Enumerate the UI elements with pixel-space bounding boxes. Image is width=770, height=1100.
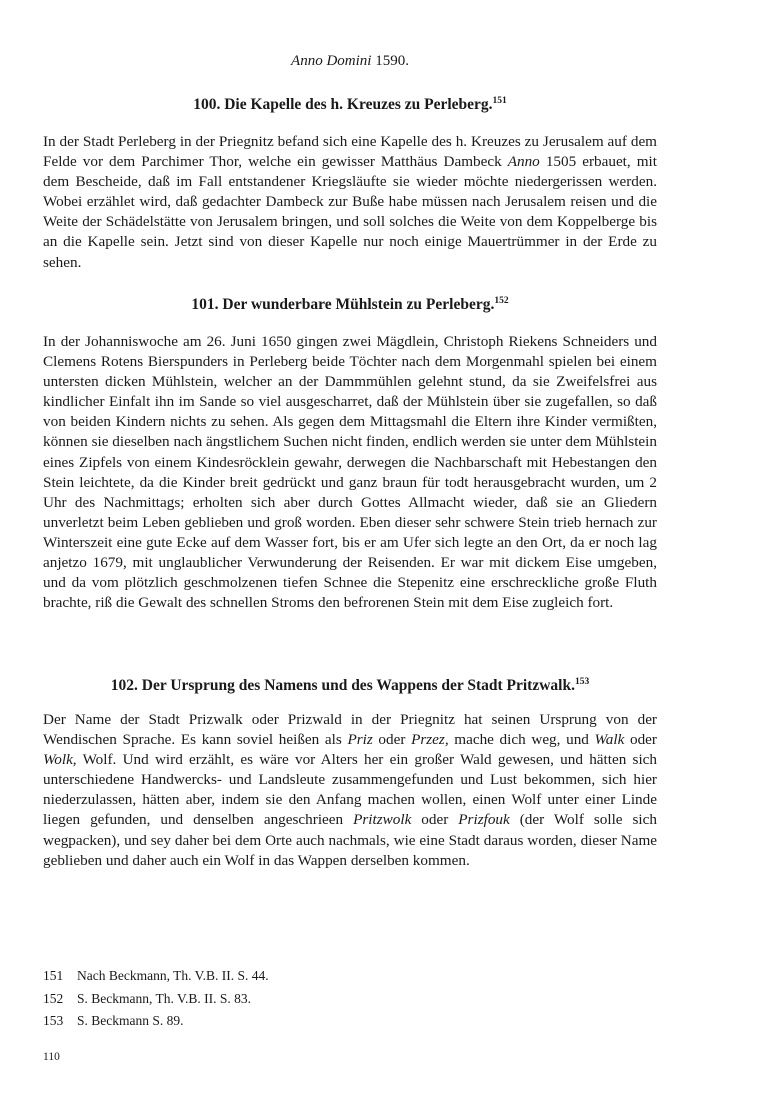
running-head xyxy=(43,51,657,71)
footnote-number: 152 xyxy=(43,990,64,1006)
italic-term: Pritzwolk xyxy=(353,811,412,829)
footnotes xyxy=(43,965,657,1033)
text-run: In der Johanniswoche am 26. Juni 1650 gingen zwei Mägdlein, Christoph Riekens Schneiders und Clemens Rotens Bierspunders in Perleberg beide Töchter nach dem Morgenmahl spielen bei einem untersten dicken Mühlstein, welcher an der Dammmühlen gelehnt stund, da sie Zweifelsfrei aus kindlicher Einfalt ihn im Sande so viel ausgescharret, daß der Mühlstein über sie zugefallen, so daß von beiden Kindern nichts zu sehen. Als gegen dem Mittagsmahl die Eltern ihre Kinder vermißten, können sie dieselben nach ängstlichem Suchen nicht finden, endlich werden sie unter dem Mühlstein eines Zipfels von einem Kindesröcklein gewahr, derwegen die Nachbarschaft mit Hebestangen den Stein leichtete, da die Kinder breit gedrückt und ganz braun für todt herausgebracht wurden, um 2 Uhr des Nachmittags; erholten sich aber durch Gottes Allmacht wieder, daß sie an Gliedern unverletzt beim Leben geblieben und groß worden. Eben dieser sehr schwere Stein trieb hernach zur Winterszeit eine gute Ecke auf dem Wasser fort, bis er am Ufer sich legte an den Ort, da er noch lag anjetzo 1679, mit unglaublicher Verwunderung der Reisenden. Er war mit dickem Eise umgeben, und da vom plötzlich geschmolzenen tiefen Schnee die Stepenitz eine erschreckliche große Fluth brachte, riß die Gewalt des schnellen Stroms den befrorenen Stein mit dem Eise zugleich fort. xyxy=(43,333,657,612)
paragraph-101 xyxy=(43,332,657,613)
section-title-text: 100. Die Kapelle des h. Kreuzes zu Perleberg. xyxy=(193,96,493,113)
text-run: In der Stadt Perleberg in der Priegnitz befand sich eine Kapelle des h. Kreuzes zu Jerusalem auf dem Felde vor dem Parchimer Thor, welche ein gewisser Matthäus Dambeck xyxy=(43,133,657,171)
section-title-text: 102. Der Ursprung des Namens und des Wappens der Stadt Pritzwalk. xyxy=(110,677,575,694)
text-run: oder xyxy=(372,731,412,749)
section-title-101 xyxy=(43,295,657,315)
text-run: mache dich weg, und xyxy=(448,731,595,749)
section-title-text: 101. Der wunderbare Mühlstein zu Perleberg. xyxy=(191,296,495,313)
paragraph-100 xyxy=(43,132,657,273)
footnote-number: 151 xyxy=(43,968,64,983)
text-run: Wolf. Und wird erzählt, es wäre vor Alters her ein großer Wald gewesen, und hätten sich unterschiedene Handwercks- und Landsleute zusammengefunden und Lust bekommen, sich hier niederzulassen, hätten aber, indem sie den Anfang machen wollen, einen Wolf unter einer Linde liegen gefunden, und denselben angeschrieen xyxy=(43,751,657,829)
footnote-ref-151[interactable]: 151 xyxy=(492,96,507,106)
italic-term: Przez, xyxy=(411,731,449,749)
footnote-152 xyxy=(43,988,657,1011)
book-page xyxy=(43,0,657,1100)
italic-term: Anno xyxy=(507,153,540,171)
text-run: oder xyxy=(411,811,459,829)
running-head-anno: Anno Domini xyxy=(291,53,372,69)
text-run: 1505 erbauet, mit dem Bescheide, daß im Fall entstandener Kriegsläufte sie wieder möchte niedergerissen werden. Wobei erzählet wird, daß gedachter Dambeck zur Buße habe müssen nach Jerusalem reisen und die Weite der Schädelstätte von Jerusalem bringen, und soll solches die Weite von dem Koppelberge bis an die Kapelle sein. Jetzt sind von dieser Kapelle nur noch einige Mauertrümmer in der Erde zu sehen. xyxy=(43,153,657,271)
footnote-text: Nach Beckmann, Th. V.B. II. S. 44. xyxy=(77,968,269,983)
running-head-year: 1590. xyxy=(375,53,409,69)
italic-term: Wolk, xyxy=(43,751,77,769)
footnote-text: S. Beckmann S. 89. xyxy=(77,1013,184,1028)
footnote-153 xyxy=(43,1010,657,1033)
footnote-ref-152[interactable]: 152 xyxy=(494,296,509,306)
footnote-ref-153[interactable]: 153 xyxy=(574,677,590,687)
italic-term: Priz xyxy=(347,731,373,749)
footnote-151 xyxy=(43,965,657,988)
italic-term: Prizfouk xyxy=(458,811,510,829)
section-title-102 xyxy=(43,676,657,696)
text-run: oder xyxy=(624,731,657,749)
paragraph-102 xyxy=(43,710,657,871)
italic-term: Walk xyxy=(594,731,625,749)
page-number: 110 xyxy=(43,1051,60,1063)
footnote-number: 153 xyxy=(43,1013,64,1028)
section-title-100 xyxy=(43,95,657,115)
text-run: (der Wolf solle sich wegpacken), und sey daher bei dem Orte auch nachmals, wie eine Stadt daraus worden, dieser Name geblieben und daher auch ein Wolf in das Wappen derselben kommen. xyxy=(43,811,657,869)
text-run: Der Name der Stadt Prizwalk oder Prizwald in der Priegnitz hat seinen Ursprung von der Wendischen Sprache. Es kann soviel heißen als xyxy=(43,711,657,749)
footnote-text: S. Beckmann, Th. V.B. II. S. 83. xyxy=(77,990,252,1006)
